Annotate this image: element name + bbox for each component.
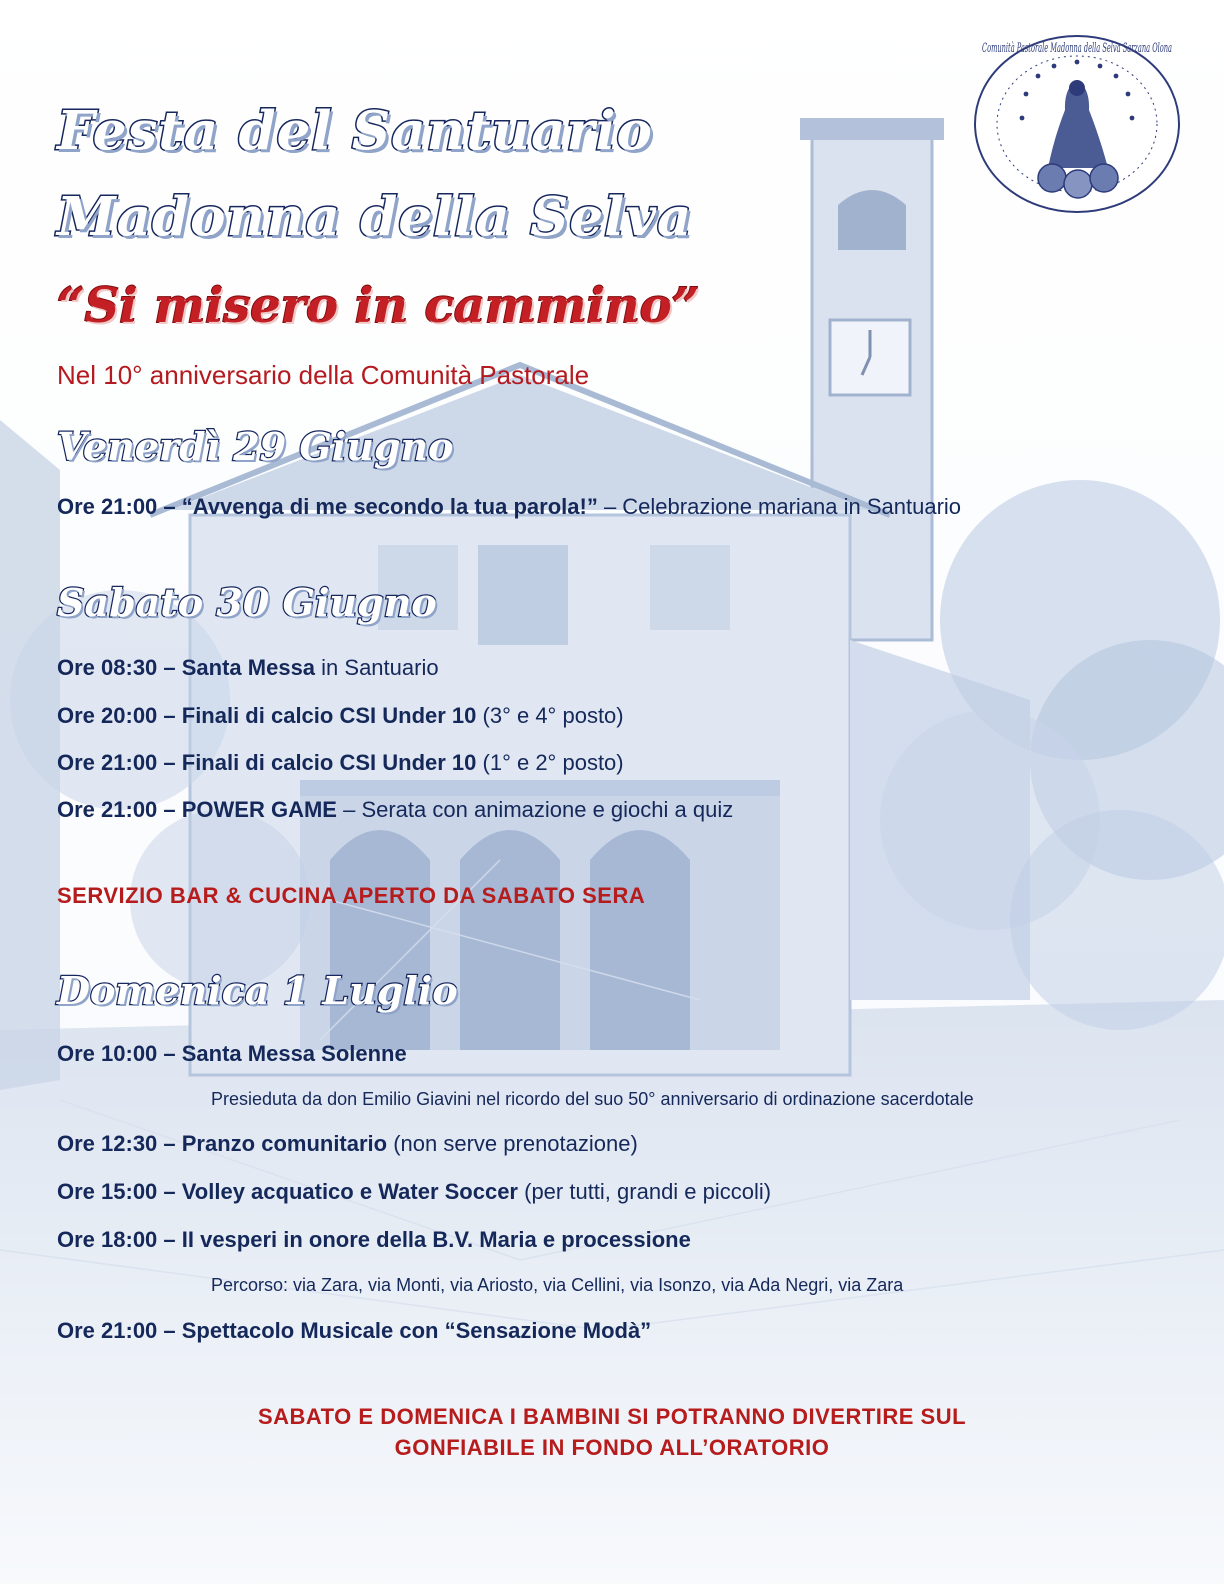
event-title: Volley acquatico e Water Soccer (181, 1179, 518, 1204)
event-title: Pranzo comunitario (181, 1131, 388, 1156)
event-detail: (non serve prenotazione) (387, 1131, 638, 1156)
event-detail: – Serata con animazione e giochi a quiz (336, 797, 734, 822)
event-detail: (1° e 2° posto) (476, 750, 624, 775)
event-time: Ore 21:00 – (57, 494, 182, 519)
event-title: Spettacolo Musicale con “Sensazione Modà” (181, 1318, 652, 1343)
event-note: Presieduta da don Emilio Giavini nel ricordo del suo 50° anniversario di ordinazione sacerdotale (211, 1089, 974, 1109)
event-title: POWER GAME (181, 797, 337, 822)
event-line (57, 1179, 771, 1205)
event-time: Ore 15:00 – (57, 1179, 182, 1204)
event-time: Ore 21:00 – (57, 750, 182, 775)
event-title: Finali di calcio CSI Under 10 (181, 703, 477, 728)
event-time: Ore 21:00 – (57, 797, 182, 822)
event-time: Ore 18:00 – (57, 1227, 182, 1252)
event-detail: (3° e 4° posto) (476, 703, 624, 728)
event-detail: – Celebrazione mariana in Santuario (597, 494, 962, 519)
event-title: Finali di calcio CSI Under 10 (181, 750, 477, 775)
event-detail: in Santuario (315, 655, 439, 680)
event-line (57, 1131, 638, 1157)
footer-notice-line-2: GONFIABILE IN FONDO ALL’ORATORIO (394, 1435, 830, 1460)
event-title: II vesperi in onore della B.V. Maria e processione (181, 1227, 691, 1252)
event-time: Ore 21:00 – (57, 1318, 182, 1343)
event-line (57, 797, 733, 823)
event-line (57, 655, 439, 681)
seal-ring-text: Comunità Pastorale Madonna della Selva Sarzana Olona (982, 41, 1172, 56)
event-note: Percorso: via Zara, via Monti, via Ariosto, via Cellini, via Isonzo, via Ada Negri, via Zara (211, 1275, 904, 1295)
event-detail: (per tutti, grandi e piccoli) (518, 1179, 772, 1204)
event-line (57, 1227, 691, 1253)
footer-notice-line-1: SABATO E DOMENICA I BAMBINI SI POTRANNO DIVERTIRE SUL (257, 1404, 967, 1429)
event-line (57, 703, 624, 729)
title-line-2: Madonna della Selva (57, 186, 693, 248)
event-line (57, 1041, 407, 1067)
motto: “Si misero in cammino” (57, 278, 700, 334)
event-time: Ore 10:00 – (57, 1041, 182, 1066)
event-line (57, 494, 961, 520)
title-line-1: Festa del Santuario (57, 100, 653, 162)
day-heading-sunday: Domenica 1 Luglio (57, 968, 458, 1013)
event-title: Santa Messa (181, 655, 316, 680)
event-line (57, 750, 624, 776)
event-title: “Avvenga di me secondo la tua parola!” (181, 494, 598, 519)
event-time: Ore 12:30 – (57, 1131, 182, 1156)
day-heading-saturday: Sabato 30 Giugno (57, 580, 437, 625)
event-time: Ore 08:30 – (57, 655, 182, 680)
event-title: Santa Messa Solenne (181, 1041, 407, 1066)
day-heading-friday: Venerdì 29 Giugno (57, 424, 454, 469)
anniversary-subtitle: Nel 10° anniversario della Comunità Pastorale (57, 360, 590, 390)
bar-service-notice: SERVIZIO BAR & CUCINA APERTO DA SABATO SERA (57, 883, 646, 908)
event-line (57, 1318, 651, 1344)
event-time: Ore 20:00 – (57, 703, 182, 728)
